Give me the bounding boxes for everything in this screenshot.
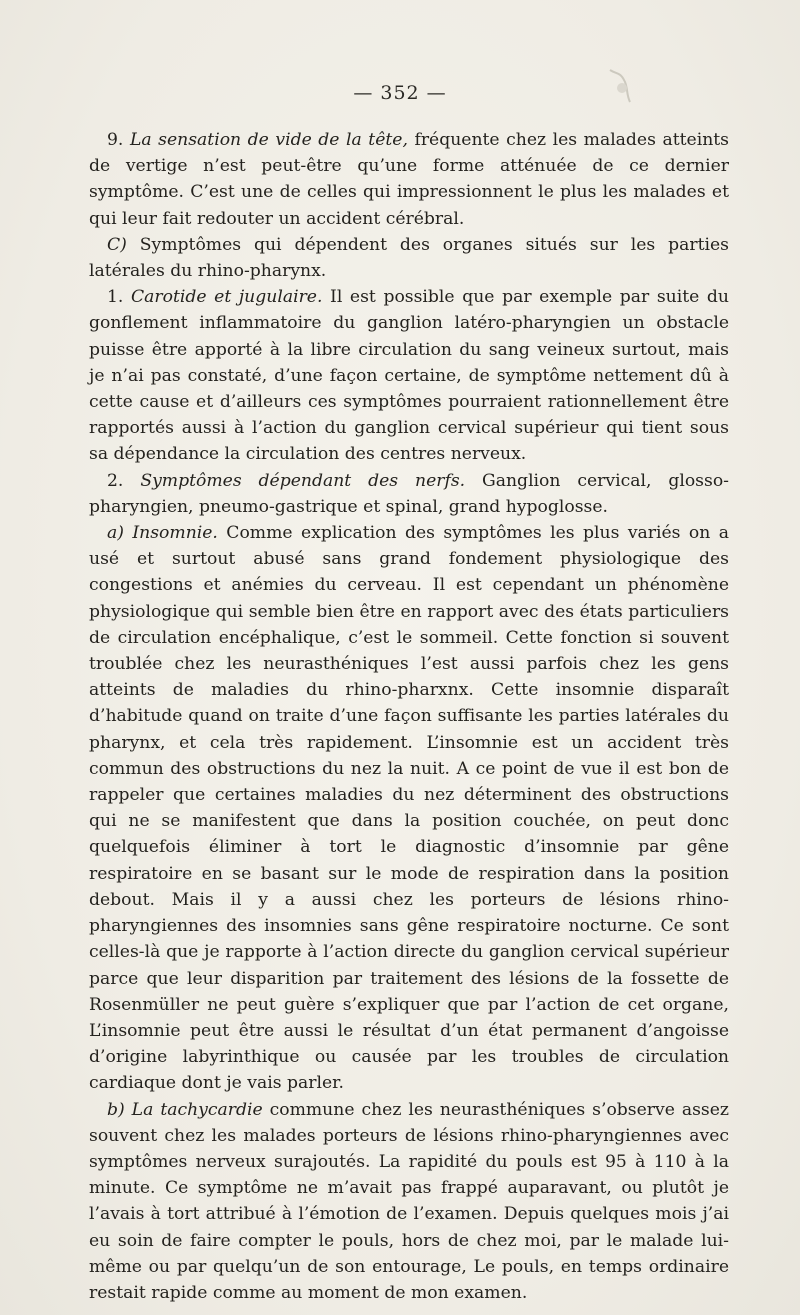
paragraph-heading: La sensation de vide de la tête, bbox=[129, 130, 408, 150]
paragraph-9-vide-tete bbox=[89, 127, 729, 232]
page-number: — 352 — bbox=[353, 82, 447, 104]
paragraph-label: 2. bbox=[107, 470, 141, 491]
paragraph-text: Ganglion cervical, glosso-pharyngien, pneumo-gastrique et spinal, grand hypoglosse. bbox=[89, 470, 729, 517]
paragraph-2-nerfs bbox=[89, 468, 729, 520]
paragraph-text: Comme explication des symptômes les plus variés on a usé et surtout abusé sans grand fondement physiologique des congestions et anémies du cerveau. Il est cependant un phénomène physiologique qui semble bien être en rapport avec des états particuliers de circulation encéphalique, c’est le sommeil. Cette fonction si souvent troublée chez les neurasthéniques l’est aussi parfois chez les gens atteints de maladies du rhino-pharxnx. Cette insomnie disparaît d’habitude quand on traite d’une façon suffisante les parties latérales du pharynx, et cela très rapidement. L’insomnie est un accident très commun des obstructions du nez la nuit. A ce point de vue il est bon de rappeler que certaines maladies du nez déterminent des obstructions qui ne se manifestent que dans la position couchée, on peut donc quelquefois éliminer à tort le diagnostic d’insomnie par gêne respiratoire en se basant sur le mode de respiration dans la position debout. Mais il y a aussi chez les porteurs de lésions rhino-pharyngiennes des insomnies sans gêne respiratoire nocturne. Ce sont celles-là que je rapporte à l’action directe du ganglion cervical supérieur parce que leur disparition par traitement des lésions de la fossette de Rosenmüller ne peut guère s’expliquer que par l’action de cet organe, L’insomnie peut être aussi le résultat d’un état permanent d’angoisse d’origine labyrinthique ou causée par les troubles de circulation cardiaque dont je vais parler. bbox=[89, 523, 729, 1094]
paragraph-1-carotide bbox=[89, 284, 729, 467]
paragraph-heading: Symptômes dépendant des nerfs. bbox=[140, 470, 466, 491]
paragraph-heading: b) La tachycardie bbox=[107, 1099, 263, 1120]
paragraph-label: 9. bbox=[107, 130, 130, 150]
paragraph-a-insomnie bbox=[89, 520, 729, 1096]
paragraph-c-symptomes bbox=[89, 232, 729, 284]
paragraph-label: 1. bbox=[107, 287, 132, 308]
paragraph-heading: a) Insomnie. bbox=[107, 523, 218, 544]
paragraph-text: fréquente chez les malades atteints de vertige n’est peut-être qu’une forme atténuée de ce dernier symptôme. C’est une de celles qui impressionnent le plus les malades et qui leur fait redouter un accident cérébral. bbox=[89, 130, 729, 229]
paragraph-text: Il est possible que par exemple par suite du gonflement inflammatoire du ganglion latéro-pharyngien un obstacle puisse être apporté à la libre circulation du sang veineux surtout, mais je n’ai pas constaté, d’une façon certaine, de symptôme nettement dû à cette cause et d’ailleurs ces symptômes pourraient rationnellement être rapportés aussi à l’action du ganglion cervical supérieur qui tient sous sa dépendance la circulation des centres nerveux. bbox=[89, 287, 729, 465]
paragraph-text: Symptômes qui dépendent des organes situés sur les parties latérales du rhino-pharynx. bbox=[89, 234, 729, 282]
paragraph-heading: Carotide et jugulaire. bbox=[131, 287, 323, 308]
paragraph-text: commune chez les neurasthéniques s’observe assez souvent chez les malades porteurs de lésions rhino-pharyngiennes avec symptômes nerveux surajoutés. La rapidité du pouls est 95 à 110 à la minute. Ce symptôme ne m’avait pas frappé auparavant, ou plutôt je l’avais à tort attribué à l’émotion de l’examen. Depuis quelques mois j’ai eu soin de faire compter le pouls, hors de chez moi, par le malade lui-même ou par quelqu’un de son entourage, Le pouls, en temps ordinaire restait rapide comme au moment de mon examen. bbox=[89, 1099, 729, 1303]
paragraph-heading: C) bbox=[107, 234, 127, 255]
body-text bbox=[89, 127, 729, 1306]
paragraph-b-tachycardie bbox=[89, 1097, 729, 1307]
